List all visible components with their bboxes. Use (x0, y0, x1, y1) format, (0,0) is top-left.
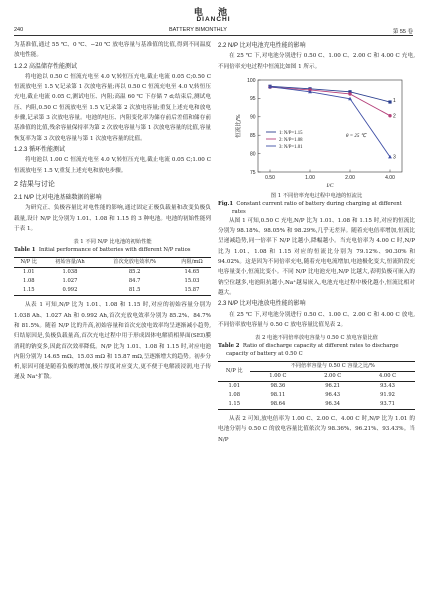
series-line (270, 87, 390, 116)
x-axis-label: I/C (326, 182, 334, 189)
table1-label: Table 1 (14, 247, 36, 254)
x-tick-label: 4.00 (385, 174, 395, 181)
table-cell: 15.03 (184, 278, 200, 285)
y-tick-label: 75 (249, 169, 256, 176)
figure1-caption-en (218, 200, 415, 216)
table-cell: 15.87 (173, 286, 211, 296)
table-cell: 1.08 (23, 278, 35, 285)
table-cell: 1.038 (62, 269, 78, 276)
paragraph: 为研究正、负极容量比对电性能的影响,通过固定正极负载量和改变负极负载量,设计 N/P 比分别为 1.01、1.08 和 1.15 的 3 种电池。电池的初始性能列于表 1。 (14, 205, 211, 233)
paragraph: 为基准值,通过 55 ℃、0 ℃、−20 ℃ 放电容量与基准值的比值,得到不同温度放电性能。 (14, 42, 211, 59)
table-row (218, 391, 415, 400)
table-cell: 1.027 (62, 278, 78, 285)
table-cell: 98.64 (250, 400, 305, 410)
table2-caption-text: Ratio of discharge capacity at different rates to discharge capacity of battery at 0.50 C (226, 343, 399, 358)
x-tick-label: 2.00 (345, 174, 355, 181)
table-cell: 96.21 (325, 383, 341, 390)
table-header: N/P 比 (218, 362, 250, 382)
x-tick-label: 0.50 (265, 174, 275, 181)
figure1-label: Fig.1 (218, 200, 234, 207)
table-row (14, 268, 211, 278)
figure1-caption-text: Constant current ratio of battery during charging at different rates (232, 200, 402, 215)
table-cell: 84.7 (128, 278, 141, 285)
series-end-label: 2 (393, 113, 396, 120)
table1-caption-en (14, 246, 211, 254)
section-heading: 2.3 N/P 比对电池放电性能的影响 (218, 301, 306, 308)
legend-entry: 2: N/P=1.08 (279, 137, 303, 143)
journal-subtitle: BATTERY BIMONTHLY (169, 27, 227, 33)
series-end-label: 1 (393, 97, 396, 104)
table-cell: 14.65 (184, 269, 200, 276)
y-tick-label: 90 (249, 114, 256, 121)
right-column (218, 40, 415, 445)
journal-title-cn: 电 池 (193, 8, 234, 18)
data-point (388, 114, 391, 117)
section-heading: 2.2 N/P 比对电池充电性能的影响 (218, 43, 306, 49)
page-number: 240 (14, 27, 24, 33)
paragraph: 从表 1 可知,N/P 比为 1.01、1.08 和 1.15 时,对应的初始容量分别为 1.038 Ah、1.027 Ah 和 0.992 Ah,首次充放电效率分别为 85.2%、84.7% 和 81.5%。随着 N/P 比的升高,初始容量和首次充放电效率均呈逐渐减小趋势,归结原因是,负极负载量高,首次充电过程中用于形成固体电解质相界面(SEI)膜消耗的钠变多,因此首次效率降低。N/P 比为 1.01、1.08 和 1.15 时,对应电池内阻分别为 14.65 mΩ、15.03 mΩ 和 15.87 mΩ,呈逐渐增大的趋势。初步分析,原因可能是随着负极的增加,极片厚度对应变大,更不便于电解液浸润,电子传递及 Na⁺扩散。 (14, 302, 211, 381)
table-cell: 1.15 (14, 286, 44, 296)
paragraph: 从图 1 可知,0.50 C 充电,N/P 比为 1.01、1.08 和 1.15 时,对应的恒流比分别为 98.18%、98.05% 和 98.29%,几乎无差异。随着充电倍率增加,恒流比呈递减趋势,同一倍率下 N/P 比越小,降幅越小。当充电倍率为 4.00 C 时,N/P 比为 1.01、1.08 和 1.15 对应的恒流比分别为 79.12%、90.30% 和 94.02%。这是因为不同倍率充电,随着充电电流增加,电池极化变大,恒流阶段充电容量变小,恒流比变小。不同 N/P 比电池充电,N/P 比越大,表明负极可嵌入的钠空位越多,电池阻抗越小,Na⁺越易嵌入,电池充电过程中极化越小,恒流比相对越大。 (218, 217, 415, 296)
table-cell: 1.08 (228, 392, 241, 399)
table2-caption-cn: 表 2 电池不同倍率放电容量与 0.50 C 放电容量比值 (255, 335, 378, 342)
section-heading: 2.1 N/P 比对电池基础数据的影响 (14, 195, 102, 202)
table-cell: 91.92 (380, 392, 395, 399)
table-header: 2.00 C (305, 372, 360, 382)
table-cell: 81.5 (96, 286, 173, 296)
table-header: 内阻/mΩ (173, 258, 211, 268)
table-header: 首次充放电效率/% (96, 258, 173, 268)
legend-entry: 3: N/P=1.01 (279, 144, 303, 150)
y-tick-label: 100 (247, 77, 256, 84)
table-header: 初始容量/Ah (44, 258, 97, 268)
paragraph: 将电池以 0.50 C 恒流充电至 4.0 V,转恒压充电,截止电流 0.05 C;0.50 C 恒流放电至 1.5 V,记录第 1 次放电容量;再以 0.50 C 恒流充电至 4.0 V,转恒压充电,截止电流 0.05 C,测试电压、内阻;高温 60 ℃ 下存储 7 d;结束后,测试电压、内阻,0.50 C 恒流放电至 1.5 V,记录第 2 次放电容量;重复上述充电和放电步骤,记录第 3 次放电容量。电池的电压、内阻变化率为储存前后差值和储存前基准值的比值,残余容量保持率为第 2 次放电容量与第 1 次放电容量的比值,容量恢复率为第 3 次放电容量与第 1 次放电容量的比值。 (14, 73, 211, 142)
y-tick-label: 95 (249, 96, 256, 103)
table-2 (218, 361, 415, 410)
volume-label: 第 55 卷 (392, 29, 413, 35)
table-row (218, 400, 415, 410)
table-row (14, 277, 211, 286)
table-group-header: 不同倍率容量与 0.50 C 容量之比/% (250, 362, 415, 372)
table-1 (14, 257, 211, 296)
table-cell: 1.01 (23, 269, 35, 276)
x-tick-label: 1.00 (305, 174, 315, 181)
y-axis-label: 恒流比/% (236, 114, 242, 138)
table-cell: 1.15 (218, 400, 250, 410)
table1-caption-text: Initial performance of batteries with different N/P ratios (38, 247, 191, 254)
table2-label: Table 2 (218, 343, 240, 350)
header-rule (14, 35, 413, 36)
paragraph: 将电池以 1.00 C 恒流充电至 4.0 V,转恒压充电,截止电流 0.05 C;1.00 C 恒流放电至 1.5 V,重复上述充电和放电步骤。 (14, 157, 211, 174)
section-heading: 1.2.3 循环性能测试 (14, 146, 66, 153)
figure1-caption-cn: 图 1 不同倍率充电过程中电池的恒流比 (270, 192, 363, 199)
table-row (14, 286, 211, 296)
figure-1 (218, 74, 415, 192)
table-cell: 1.01 (228, 383, 241, 390)
table-cell: 0.992 (44, 286, 97, 296)
left-column (14, 40, 211, 383)
table1-caption-cn: 表 1 不同 N/P 比电池的初始性能 (73, 239, 152, 246)
table-cell: 96.34 (305, 400, 360, 410)
journal-title-en: DIANCHI (196, 16, 231, 23)
section-heading: 2 结果与讨论 (14, 180, 55, 188)
table-cell: 98.36 (270, 383, 286, 390)
paragraph: 从表 2 可知,放电倍率为 1.00 C、2.00 C、4.00 C 时,N/P 比为 1.01 的电池分别与 0.50 C 的放电容量比值依次为 98.36%、96.21%、93.43%。当 N/P (218, 416, 415, 443)
table-cell: 85.2 (128, 269, 141, 276)
temperature-annotation: θ = 25 ℃ (346, 133, 367, 139)
table-row (218, 382, 415, 392)
table-header: 1.00 C (250, 372, 305, 382)
table2-caption-en (218, 342, 415, 358)
charge-ratio-chart (218, 74, 415, 192)
y-tick-label: 85 (249, 132, 256, 139)
y-tick-label: 80 (249, 151, 256, 158)
legend-entry: 1: N/P=1.15 (279, 130, 303, 136)
series-end-label: 3 (393, 154, 396, 161)
paragraph: 在 25 ℃ 下,对电池分别进行 0.50 C、1.00 C、2.00 C 和 4.00 C 充电,不同倍率充电过程中恒流比如图 1 所示。 (218, 53, 415, 70)
table-cell: 93.71 (360, 400, 415, 410)
table-cell: 96.43 (325, 392, 341, 399)
data-point (348, 92, 351, 95)
section-heading: 1.2.2 高温储存性能测试 (14, 63, 78, 70)
table-cell: 93.43 (380, 383, 395, 390)
paragraph: 在 25 ℃ 下,对电池分别进行 0.50 C、1.00 C、2.00 C 和 4.00 C 放电,不同倍率放电容量与 0.50 C 放电容量比值见表 2。 (218, 311, 415, 328)
table-header: 4.00 C (360, 372, 415, 382)
plot-frame (258, 80, 402, 172)
table-header: N/P 比 (14, 258, 44, 268)
data-point (388, 100, 391, 103)
table-cell: 98.11 (270, 392, 286, 399)
